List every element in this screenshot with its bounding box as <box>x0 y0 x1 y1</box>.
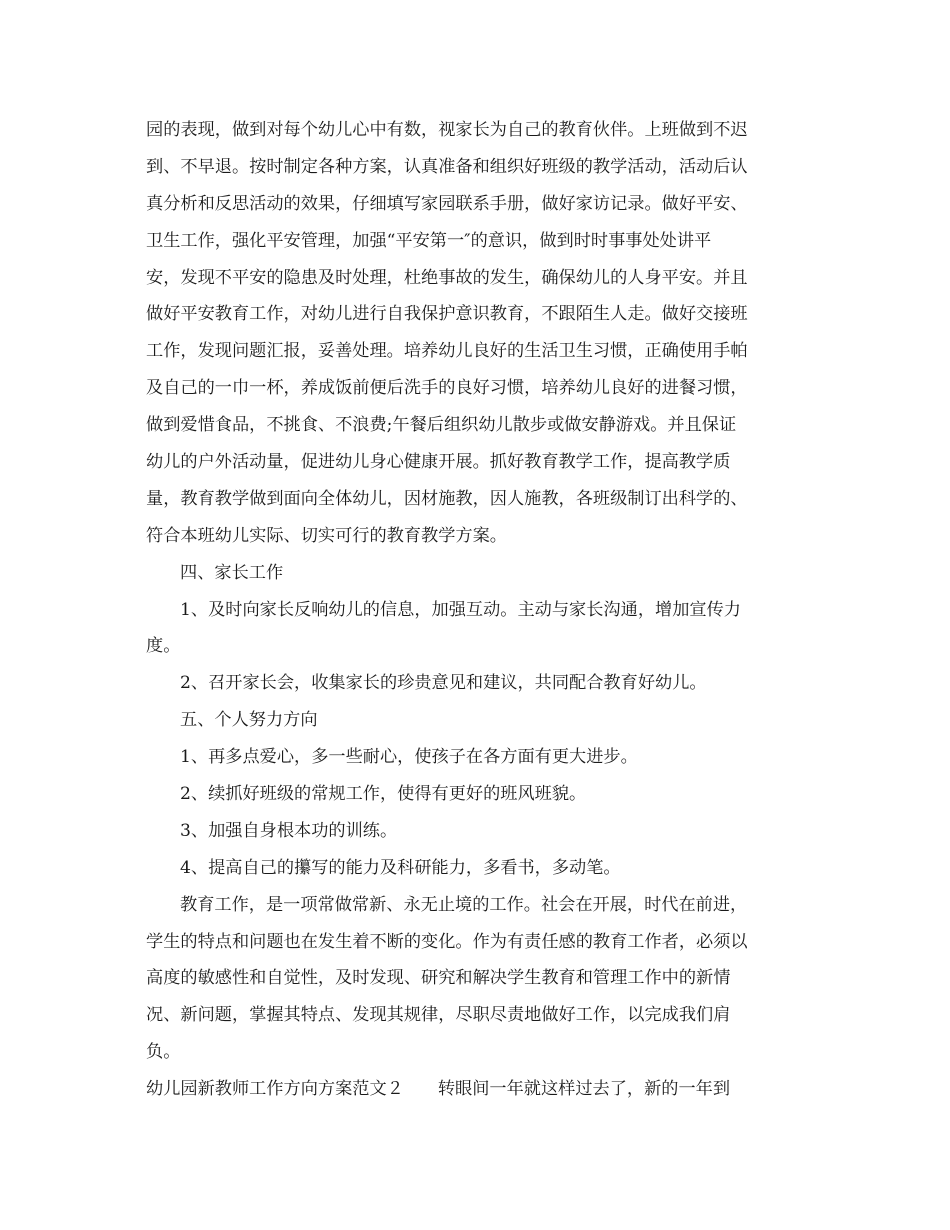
paragraph-line: 及自己的一巾一杯，养成饭前便后洗手的良好习惯，培养幼儿良好的进餐习惯， <box>146 378 748 399</box>
section-heading-personal-goals: 五、个人努力方向 <box>180 710 318 731</box>
paragraph-line: 工作，发现问题汇报，妥善处理。培养幼儿良好的生活卫生习惯，正确使用手帕 <box>146 341 748 362</box>
closing-paragraph-line: 高度的敏感性和自觉性，及时发现、研究和解决学生教育和管理工作中的新情 <box>146 968 731 989</box>
next-article-line <box>146 1071 806 1108</box>
paragraph-line: 做到爱惜食品，不挑食、不浪费;午餐后组织幼儿散步或做安静游戏。并且保证 <box>146 415 737 436</box>
paragraph-line: 到、不早退。按时制定各种方案，认真准备和组织好班级的教学活动，活动后认 <box>146 156 748 177</box>
next-article-title: 幼儿园新教师工作方向方案范文２ <box>146 1079 404 1100</box>
personal-goal-item: 2、续抓好班级的常规工作，使得有更好的班风班貌。 <box>180 784 587 805</box>
next-article-intro: 转眼间一年就这样过去了，新的一年到 <box>437 1079 731 1100</box>
document-body <box>146 112 806 1108</box>
parent-work-item-1: 1、及时向家长反响幼儿的信息，加强互动。主动与家长沟通，增加宣传力 <box>180 599 741 620</box>
closing-paragraph-line: 教育工作，是一项常做常新、永无止境的工作。社会在开展，时代在前进， <box>180 894 748 915</box>
paragraph-line: 量，教育教学做到面向全体幼儿，因材施教，因人施教，各班级制订出科学的、 <box>146 488 748 509</box>
paragraph-line: 安，发现不平安的隐患及时处理，杜绝事故的发生，确保幼儿的人身平安。并且 <box>146 267 748 288</box>
closing-paragraph-line: 负。 <box>146 1042 181 1063</box>
paragraph-line: 卫生工作，强化平安管理，加强“平安第一″的意识，做到时时事事处处讲平 <box>146 230 712 251</box>
section-heading-parents: 四、家长工作 <box>180 562 284 583</box>
paragraph-line: 幼儿的户外活动量，促进幼儿身心健康开展。抓好教育教学工作，提高教学质 <box>146 452 731 473</box>
parent-work-item-2: 2、召开家长会，收集家长的珍贵意见和建议，共同配合教育好幼儿。 <box>180 673 707 694</box>
paragraph-line: 真分析和反思活动的效果，仔细填写家园联系手册，做好家访记录。做好平安、 <box>146 193 748 214</box>
paragraph-line: 符合本班幼儿实际、切实可行的教育教学方案。 <box>146 525 507 546</box>
parent-work-item-1-continued: 度。 <box>146 636 181 657</box>
closing-paragraph-line: 况、新问题，掌握其特点、发现其规律，尽职尽责地做好工作，以完成我们肩 <box>146 1005 731 1026</box>
paragraph-line: 做好平安教育工作，对幼儿进行自我保护意识教育，不跟陌生人走。做好交接班 <box>146 304 748 325</box>
paragraph-line: 园的表现，做到对每个幼儿心中有数，视家长为自己的教育伙伴。上班做到不迟 <box>146 120 748 140</box>
personal-goal-item: 1、再多点爱心，多一些耐心，使孩子在各方面有更大进步。 <box>180 747 638 768</box>
personal-goal-item: 3、加强自身根本功的训练。 <box>180 820 398 841</box>
closing-paragraph-line: 学生的特点和问题也在发生着不断的变化。作为有责任感的教育工作者，必须以 <box>146 931 748 952</box>
personal-goal-item: 4、提高自己的攥写的能力及科研能力，多看书，多动笔。 <box>180 857 621 878</box>
